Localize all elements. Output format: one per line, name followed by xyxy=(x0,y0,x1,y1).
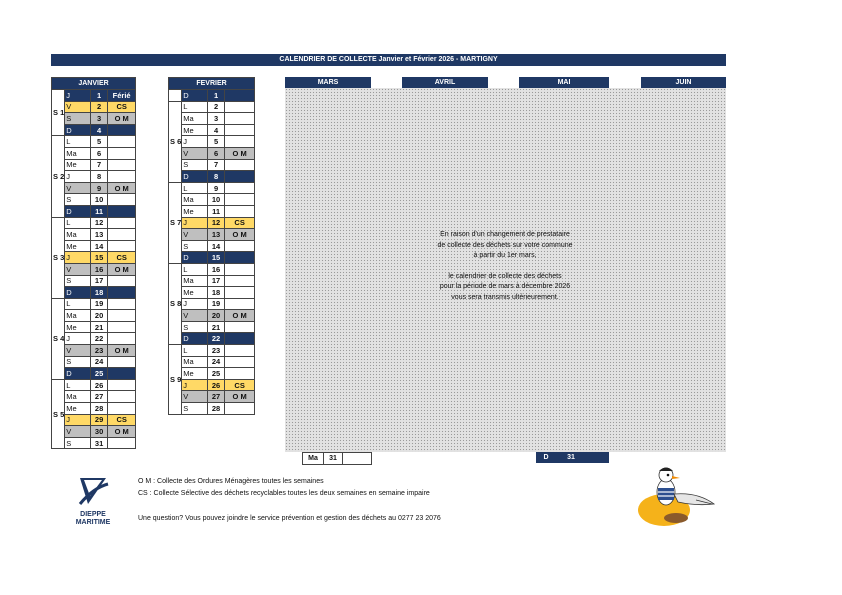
day-number: 1 xyxy=(90,90,107,102)
day-row xyxy=(169,113,255,125)
day-row xyxy=(52,205,136,217)
collection-code xyxy=(225,298,255,310)
day-row xyxy=(52,159,136,171)
day-number: 23 xyxy=(207,345,224,357)
collection-code xyxy=(108,437,136,449)
day-number: 6 xyxy=(90,147,107,159)
collection-code xyxy=(108,147,136,159)
day-row xyxy=(169,403,255,415)
collection-code xyxy=(108,368,136,380)
collection-code xyxy=(225,287,255,299)
day-abbr: S xyxy=(182,240,208,252)
day-number: 20 xyxy=(207,310,224,322)
day-number: 2 xyxy=(90,101,107,113)
day-number: 24 xyxy=(90,356,107,368)
week-label: S 2 xyxy=(52,136,65,217)
day-number: 19 xyxy=(90,298,107,310)
day-row xyxy=(169,136,255,148)
day-abbr: J xyxy=(65,333,91,345)
logo-text-line2: MARITIME xyxy=(75,519,111,526)
day-abbr: D xyxy=(182,252,208,264)
mars-last-day: Ma 31 xyxy=(302,452,372,465)
day-abbr: V xyxy=(182,147,208,159)
day-abbr: L xyxy=(182,101,208,113)
day-row xyxy=(169,217,255,229)
day-row xyxy=(169,182,255,194)
day-row xyxy=(169,159,255,171)
day-abbr: L xyxy=(65,298,91,310)
collection-code xyxy=(225,368,255,380)
day-abbr: Me xyxy=(182,287,208,299)
day-abbr: J xyxy=(65,414,91,426)
day-abbr: Me xyxy=(182,205,208,217)
collection-code: O M xyxy=(108,426,136,438)
day-number: 22 xyxy=(90,333,107,345)
day-abbr: S xyxy=(182,403,208,415)
day-abbr: D xyxy=(182,333,208,345)
collection-code: O M xyxy=(108,345,136,357)
collection-code xyxy=(225,356,255,368)
day-row xyxy=(52,124,136,136)
collection-code xyxy=(108,217,136,229)
collection-code xyxy=(225,182,255,194)
day-row xyxy=(52,182,136,194)
month-header-fevrier: FEVRIER xyxy=(169,78,255,90)
day-row xyxy=(52,136,136,148)
day-abbr: Ma xyxy=(182,194,208,206)
collection-code xyxy=(108,321,136,333)
logo-text-line1: DIEPPE xyxy=(80,511,106,518)
day-row xyxy=(169,147,255,159)
page-title: CALENDRIER DE COLLECTE Janvier et Février 2026 - MARTIGNY xyxy=(51,54,726,66)
seagull-mascot-icon xyxy=(636,462,718,530)
day-row xyxy=(52,240,136,252)
february-calendar xyxy=(168,77,255,415)
collection-code xyxy=(225,333,255,345)
day-number: 14 xyxy=(90,240,107,252)
week-label: S 6 xyxy=(169,101,182,182)
day-number: 23 xyxy=(90,345,107,357)
day-row xyxy=(169,194,255,206)
collection-code xyxy=(108,333,136,345)
day-row xyxy=(169,275,255,287)
collection-code xyxy=(108,124,136,136)
day-number: 21 xyxy=(90,321,107,333)
collection-code xyxy=(225,240,255,252)
day-abbr: Me xyxy=(65,240,91,252)
day-number: 8 xyxy=(90,171,107,183)
collection-code xyxy=(225,252,255,264)
day-abbr: V xyxy=(65,263,91,275)
day-number: 2 xyxy=(207,101,224,113)
day-abbr: L xyxy=(182,182,208,194)
day-number: 16 xyxy=(207,263,224,275)
collection-code: O M xyxy=(108,113,136,125)
day-abbr: Ma xyxy=(182,113,208,125)
day-number: 28 xyxy=(207,403,224,415)
day-number: 6 xyxy=(207,147,224,159)
collection-code xyxy=(108,229,136,241)
contact-text: Une question? Vous pouvez joindre le service prévention et gestion des déchets au 0277 23 2076 xyxy=(138,515,441,522)
collection-code xyxy=(225,321,255,333)
collection-code xyxy=(108,356,136,368)
day-abbr: V xyxy=(182,229,208,241)
day-number: 12 xyxy=(207,217,224,229)
day-abbr: Me xyxy=(182,368,208,380)
day-row xyxy=(169,310,255,322)
mai-last-day: D 31 xyxy=(536,452,609,463)
month-header-janvier: JANVIER xyxy=(52,78,136,90)
day-row xyxy=(52,90,136,102)
day-number: 5 xyxy=(207,136,224,148)
day-abbr: Ma xyxy=(182,356,208,368)
day-row xyxy=(169,287,255,299)
day-row xyxy=(169,205,255,217)
day-row xyxy=(52,379,136,391)
week-label: S 9 xyxy=(169,345,182,415)
week-label: S 3 xyxy=(52,217,65,298)
day-row xyxy=(169,240,255,252)
day-row xyxy=(52,298,136,310)
day-number: 25 xyxy=(90,368,107,380)
day-abbr: S xyxy=(65,437,91,449)
collection-code: O M xyxy=(225,310,255,322)
day-number: 5 xyxy=(90,136,107,148)
day-abbr: S xyxy=(65,194,91,206)
day-number: 16 xyxy=(90,263,107,275)
collection-code xyxy=(225,113,255,125)
day-abbr: V xyxy=(182,310,208,322)
dieppe-maritime-logo xyxy=(70,476,116,526)
week-label: S 5 xyxy=(52,379,65,449)
day-abbr: D xyxy=(65,124,91,136)
collection-code xyxy=(225,263,255,275)
day-row xyxy=(52,368,136,380)
day-number: 19 xyxy=(207,298,224,310)
day-number: 30 xyxy=(90,426,107,438)
day-number: 29 xyxy=(90,414,107,426)
collection-code xyxy=(225,171,255,183)
day-abbr: Ma xyxy=(65,310,91,322)
day-row xyxy=(52,194,136,206)
collection-code xyxy=(225,194,255,206)
day-number: 9 xyxy=(90,182,107,194)
collection-code xyxy=(225,136,255,148)
month-header-avril: AVRIL xyxy=(402,77,488,88)
day-row xyxy=(52,426,136,438)
day-number: 7 xyxy=(90,159,107,171)
day-abbr: J xyxy=(65,252,91,264)
collection-code xyxy=(225,90,255,102)
day-row xyxy=(169,368,255,380)
day-abbr: L xyxy=(182,345,208,357)
day-abbr: Ma xyxy=(65,229,91,241)
notice-text: En raison d'un changement de prestataire de collecte des déchets sur votre commune à partir du 1er mars, le calendrier de collecte des déchets pour la période de mars à décembre 2026 vous sera transmis ultérieurement. xyxy=(437,231,573,301)
day-row xyxy=(169,333,255,345)
collection-code xyxy=(225,345,255,357)
day-number: 22 xyxy=(207,333,224,345)
day-abbr: S xyxy=(65,356,91,368)
day-abbr: Me xyxy=(65,321,91,333)
day-abbr: Me xyxy=(182,124,208,136)
week-label: S 1 xyxy=(52,90,65,136)
collection-code xyxy=(108,310,136,322)
collection-code xyxy=(225,124,255,136)
day-row xyxy=(169,298,255,310)
day-number: 27 xyxy=(90,391,107,403)
day-abbr: Ma xyxy=(182,275,208,287)
day-row xyxy=(52,356,136,368)
collection-code: CS xyxy=(225,379,255,391)
day-number: 4 xyxy=(207,124,224,136)
day-abbr: L xyxy=(65,136,91,148)
day-row xyxy=(169,101,255,113)
day-number: 26 xyxy=(207,379,224,391)
day-number: 8 xyxy=(207,171,224,183)
day-row xyxy=(169,171,255,183)
day-number: 13 xyxy=(90,229,107,241)
day-row xyxy=(169,356,255,368)
day-number: 13 xyxy=(207,229,224,241)
day-number: 31 xyxy=(90,437,107,449)
day-abbr: V xyxy=(65,345,91,357)
day-row xyxy=(169,321,255,333)
day-number: 17 xyxy=(207,275,224,287)
day-row xyxy=(169,229,255,241)
collection-code: Férié xyxy=(108,90,136,102)
day-number: 18 xyxy=(207,287,224,299)
day-number: 24 xyxy=(207,356,224,368)
day-number: 9 xyxy=(207,182,224,194)
day-number: 4 xyxy=(90,124,107,136)
day-abbr: Me xyxy=(65,403,91,415)
collection-code xyxy=(108,391,136,403)
collection-code xyxy=(108,379,136,391)
collection-code xyxy=(108,275,136,287)
day-abbr: D xyxy=(65,205,91,217)
collection-code xyxy=(108,194,136,206)
day-row xyxy=(52,321,136,333)
day-abbr: Me xyxy=(65,159,91,171)
day-number: 20 xyxy=(90,310,107,322)
day-number: 27 xyxy=(207,391,224,403)
day-row xyxy=(52,310,136,322)
day-number: 12 xyxy=(90,217,107,229)
collection-code xyxy=(225,275,255,287)
legend-cs: CS : Collecte Sélective des déchets recyclables toutes les deux semaines en semaine impaire xyxy=(138,490,430,497)
collection-code: O M xyxy=(108,182,136,194)
collection-code xyxy=(225,159,255,171)
day-number: 15 xyxy=(90,252,107,264)
january-calendar xyxy=(51,77,136,449)
day-number: 11 xyxy=(207,205,224,217)
collection-code xyxy=(108,136,136,148)
day-abbr: J xyxy=(182,217,208,229)
day-abbr: S xyxy=(65,113,91,125)
collection-code: CS xyxy=(225,217,255,229)
day-number: 26 xyxy=(90,379,107,391)
day-abbr: D xyxy=(65,287,91,299)
day-row xyxy=(52,229,136,241)
day-abbr: S xyxy=(65,275,91,287)
day-number: 7 xyxy=(207,159,224,171)
day-abbr: L xyxy=(65,379,91,391)
day-row xyxy=(169,252,255,264)
day-row xyxy=(52,345,136,357)
day-abbr: L xyxy=(65,217,91,229)
day-row xyxy=(52,263,136,275)
day-number: 15 xyxy=(207,252,224,264)
day-abbr: L xyxy=(182,263,208,275)
day-number: 17 xyxy=(90,275,107,287)
month-header-mars: MARS xyxy=(285,77,371,88)
collection-code: O M xyxy=(225,147,255,159)
day-number: 10 xyxy=(90,194,107,206)
day-abbr: J xyxy=(65,90,91,102)
collection-code xyxy=(108,298,136,310)
collection-code xyxy=(108,287,136,299)
collection-code xyxy=(108,403,136,415)
day-abbr: J xyxy=(65,171,91,183)
week-label: S 4 xyxy=(52,298,65,379)
day-row xyxy=(169,263,255,275)
day-abbr: J xyxy=(182,136,208,148)
day-number: 11 xyxy=(90,205,107,217)
day-abbr: D xyxy=(182,171,208,183)
day-row xyxy=(169,124,255,136)
day-number: 3 xyxy=(207,113,224,125)
day-row xyxy=(52,437,136,449)
legend-om: O M : Collecte des Ordures Ménagères toutes les semaines xyxy=(138,478,324,485)
collection-code xyxy=(108,159,136,171)
day-number: 3 xyxy=(90,113,107,125)
day-abbr: V xyxy=(65,101,91,113)
collection-code: O M xyxy=(225,391,255,403)
day-abbr: D xyxy=(182,90,208,102)
collection-code: O M xyxy=(108,263,136,275)
collection-code: O M xyxy=(225,229,255,241)
collection-code: CS xyxy=(108,414,136,426)
day-number: 21 xyxy=(207,321,224,333)
logo-mark-icon xyxy=(70,476,116,506)
day-number: 25 xyxy=(207,368,224,380)
week-label: S 8 xyxy=(169,263,182,344)
day-abbr: S xyxy=(182,159,208,171)
day-abbr: J xyxy=(182,379,208,391)
day-abbr: V xyxy=(65,182,91,194)
collection-code xyxy=(108,205,136,217)
day-number: 1 xyxy=(207,90,224,102)
day-abbr: J xyxy=(182,298,208,310)
day-abbr: V xyxy=(65,426,91,438)
collection-code xyxy=(225,403,255,415)
collection-code xyxy=(108,171,136,183)
day-row xyxy=(52,147,136,159)
collection-code xyxy=(225,205,255,217)
month-header-mai: MAI xyxy=(519,77,609,88)
day-abbr: Ma xyxy=(65,147,91,159)
day-abbr: V xyxy=(182,391,208,403)
day-number: 18 xyxy=(90,287,107,299)
month-header-juin: JUIN xyxy=(641,77,726,88)
day-abbr: D xyxy=(65,368,91,380)
day-row xyxy=(52,391,136,403)
day-abbr: S xyxy=(182,321,208,333)
week-label xyxy=(169,90,182,102)
collection-code: CS xyxy=(108,252,136,264)
day-number: 28 xyxy=(90,403,107,415)
day-abbr: Ma xyxy=(65,391,91,403)
day-row xyxy=(169,90,255,102)
day-row xyxy=(52,217,136,229)
day-row xyxy=(169,345,255,357)
week-label: S 7 xyxy=(169,182,182,263)
collection-code xyxy=(225,101,255,113)
collection-code xyxy=(108,240,136,252)
day-number: 10 xyxy=(207,194,224,206)
collection-code: CS xyxy=(108,101,136,113)
day-row xyxy=(52,275,136,287)
day-row xyxy=(169,391,255,403)
day-row xyxy=(169,379,255,391)
day-number: 14 xyxy=(207,240,224,252)
day-row xyxy=(52,287,136,299)
